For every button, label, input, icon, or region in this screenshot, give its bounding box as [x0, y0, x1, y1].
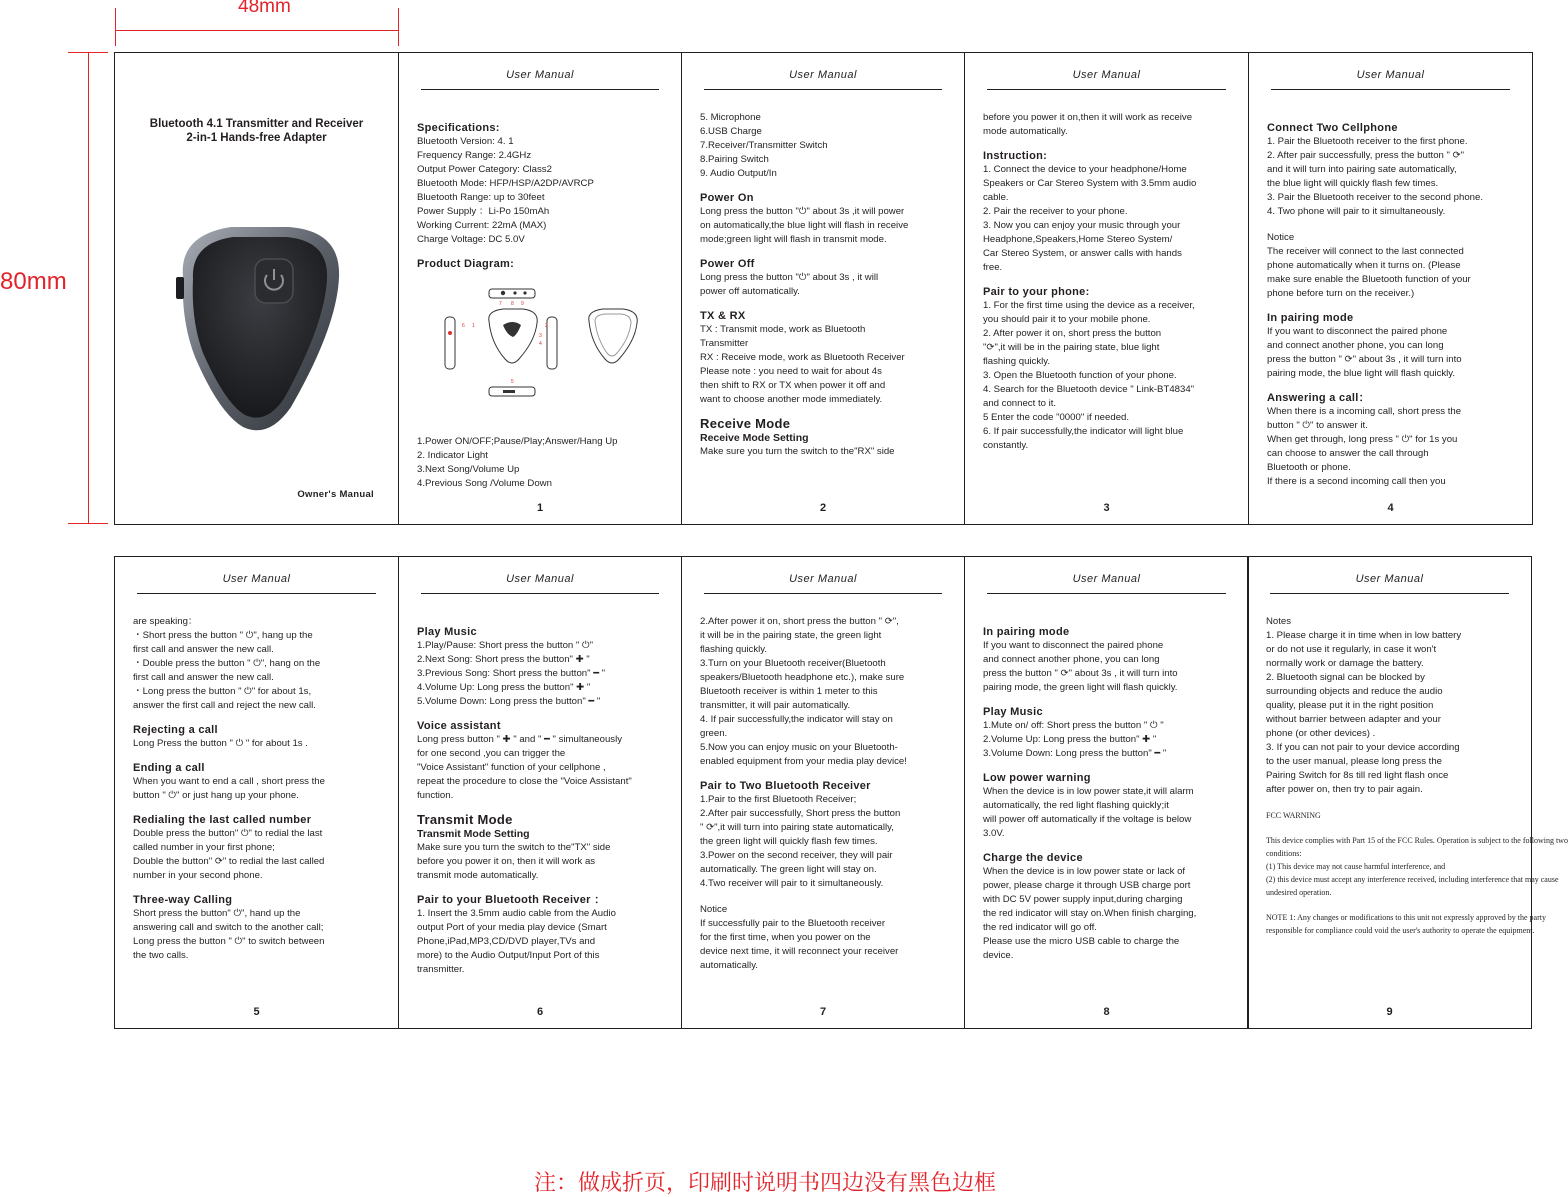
fcc-text-line: This device complies with Part 15 of the FCC Rules. Operation is subject to the following two — [1266, 836, 1568, 845]
section-heading: Charge the device — [983, 852, 1083, 864]
text-line: button " ⏻" or just hang up your phone. — [133, 790, 299, 801]
text-line: When get through, long press " ⏻" for 1s you — [1267, 434, 1458, 445]
svg-text:1: 1 — [472, 323, 475, 329]
text-line: and connect another phone, you can long — [983, 654, 1160, 665]
fcc-text-line: undesired operation. — [1266, 888, 1332, 897]
text-line: press the button " ⟳" about 3s , it will turn into — [1267, 354, 1462, 365]
page-body — [700, 615, 956, 973]
text-line: If there is a second incoming call then you — [1267, 476, 1446, 487]
text-line: Output Power Category: Class2 — [417, 164, 552, 175]
text-line: phone automatically when it turns on. (Please — [1267, 260, 1461, 271]
text-line: power off automatically. — [700, 286, 800, 297]
fcc-text-line: FCC WARNING — [1266, 811, 1321, 820]
text-line: ・Short press the button " ⏻", hang up the — [133, 630, 313, 641]
page-number: 9 — [1386, 1006, 1393, 1018]
text-line: pairing mode, the blue light will flash quickly. — [1267, 368, 1456, 379]
section-heading: Instruction: — [983, 150, 1048, 162]
manual-page-6 — [398, 556, 682, 1029]
text-line: Bluetooth or phone. — [1267, 462, 1351, 473]
text-line: 6.USB Charge — [700, 126, 762, 137]
text-line: Pairing Switch for 8s till red light flash once — [1266, 770, 1449, 781]
text-line: If you want to disconnect the paired phone — [983, 640, 1164, 651]
page-header: User Manual — [987, 573, 1226, 594]
text-line: number in your second phone. — [133, 870, 263, 881]
text-line: "⟳",it will be in the pairing state, blue light — [983, 342, 1160, 353]
page-header: User Manual — [987, 69, 1226, 90]
text-line: enabled equipment from your media play device! — [700, 756, 907, 767]
text-line: 1. Pair the Bluetooth receiver to the first phone. — [1267, 136, 1468, 147]
text-line: the two calls. — [133, 950, 189, 961]
text-line: 4.Volume Up: Long press the button" ✚ " — [417, 682, 591, 693]
manual-page-1 — [398, 52, 682, 525]
text-line: Power Supply ：Li-Po 150mAh — [417, 206, 550, 217]
height-dimension-tick-top — [68, 52, 108, 53]
text-line: 1. For the first time using the device as a receiver, — [983, 300, 1195, 311]
page-body — [983, 615, 1240, 963]
text-line: before you power it on,then it will work as receive — [983, 112, 1193, 123]
text-line: can choose to answer the call through — [1267, 448, 1429, 459]
text-line: Bluetooth Version: 4. 1 — [417, 136, 514, 147]
text-line: 4.Previous Song /Volume Down — [417, 478, 552, 489]
page-header: User Manual — [421, 69, 659, 90]
text-line: phone (or other devices) . — [1266, 728, 1376, 739]
spacer — [1266, 899, 1523, 911]
text-line: 4. Two phone will pair to it simultaneously. — [1267, 206, 1446, 217]
text-line: 5. Microphone — [700, 112, 761, 123]
text-line: Long press the button "⏻" about 3s , it will — [700, 272, 879, 283]
text-line: Bluetooth receiver is within 1 meter to this — [700, 686, 878, 697]
text-line: 3. Now you can enjoy your music through your — [983, 220, 1181, 231]
text-line: transmitter, it will pair automatically. — [700, 700, 851, 711]
text-line: When the device is in low power state,it will alarm — [983, 786, 1194, 797]
text-line: Double the button" ⟳" to redial the last called — [133, 856, 325, 867]
sub-heading: Receive Mode Setting — [700, 432, 809, 444]
spacer — [1266, 797, 1523, 809]
text-line: Long press button " ✚ " and " ━ " simultaneously — [417, 734, 623, 745]
text-line: Please note : you need to wait for about 4s — [700, 366, 882, 377]
text-line: normally work or damage the battery. — [1266, 658, 1424, 669]
text-line: 1.Pair to the first Bluetooth Receiver; — [700, 794, 857, 805]
text-line: 6. If pair successfully,the indicator will light blue — [983, 426, 1184, 437]
text-line: 2.After power it on, short press the button " ⟳", — [700, 616, 899, 627]
section-heading: Power On — [700, 192, 754, 204]
text-line: 2. Pair the receiver to your phone. — [983, 206, 1128, 217]
text-line: 2. Indicator Light — [417, 450, 488, 461]
page-body — [983, 111, 1240, 453]
text-line: The receiver will connect to the last connected — [1267, 246, 1464, 257]
text-line: TX : Transmit mode, work as Bluetooth — [700, 324, 866, 335]
text-line: flashing quickly. — [983, 356, 1051, 367]
page-number: 3 — [1103, 502, 1110, 514]
text-line: answering call and switch to the another call; — [133, 922, 324, 933]
page-header: User Manual — [1270, 573, 1509, 594]
text-line: RX : Receive mode, work as Bluetooth Receiver — [700, 352, 905, 363]
text-line: " ⟳",it will turn into pairing state automatically, — [700, 822, 894, 833]
page-number: 5 — [253, 1006, 260, 1018]
text-line: Double press the button" ⏻" to redial the last — [133, 828, 323, 839]
text-line: for one second ,you can trigger the — [417, 748, 566, 759]
text-line: 4. If pair successfully,the indicator will stay on — [700, 714, 893, 725]
text-line: 1. Please charge it in time when in low battery — [1266, 630, 1462, 641]
text-line: press the button " ⟳" about 3s , it will turn into — [983, 668, 1178, 679]
section-heading: Play Music — [983, 706, 1043, 718]
text-line: Please use the micro USB cable to charge the — [983, 936, 1180, 947]
text-line: Headphone,Speakers,Home Stereo System/ — [983, 234, 1173, 245]
text-line: output Port of your media play device (Smart — [417, 922, 607, 933]
page-body — [417, 111, 673, 491]
text-line: for the first time, when you power on the — [700, 932, 871, 943]
text-line: transmit mode automatically. — [417, 870, 539, 881]
text-line: speakers/Bluetooth headphone etc.), make sure — [700, 672, 905, 683]
text-line: 2. After pair successfully, press the button " ⟳" — [1267, 150, 1465, 161]
text-line: 1. Insert the 3.5mm audio cable from the Audio — [417, 908, 616, 919]
text-line: surrounding objects and reduce the audio — [1266, 686, 1443, 697]
spacer — [700, 891, 956, 903]
text-line: 8.Pairing Switch — [700, 154, 769, 165]
text-line: 4.Two receiver will pair to it simultaneously. — [700, 878, 884, 889]
manual-page-9 — [1247, 556, 1568, 1029]
text-line: 7.Receiver/Transmitter Switch — [700, 140, 828, 151]
page-body — [1267, 111, 1524, 489]
mode-heading: Receive Mode — [700, 416, 791, 431]
section-heading: TX & RX — [700, 310, 746, 322]
fcc-text-line: (1) This device may not cause harmful interference, and — [1266, 862, 1446, 871]
text-line: then shift to RX or TX when power it off and — [700, 380, 886, 391]
text-line: 1.Mute on/ off: Short press the button " ⏻ " — [983, 720, 1164, 731]
cover-title-line1: Bluetooth 4.1 Transmitter and Receiver — [149, 118, 364, 130]
text-line: the green light will quickly flash few times. — [700, 836, 878, 847]
text-line: Working Current: 22mA (MAX) — [417, 220, 547, 231]
text-line: button " ⏻" to answer it. — [1267, 420, 1368, 431]
text-line: the red indicator will stay on.When finish charging, — [983, 908, 1197, 919]
text-line: device. — [983, 950, 1014, 961]
text-line: Long press the button " ⏻" to switch between — [133, 936, 325, 947]
section-heading: Play Music — [417, 626, 477, 638]
text-line: want to choose another mode immediately. — [700, 394, 883, 405]
text-line: 3.Turn on your Bluetooth receiver(Bluetooth — [700, 658, 886, 669]
text-line: 3. Pair the Bluetooth receiver to the second phone. — [1267, 192, 1483, 203]
page-header: User Manual — [704, 573, 942, 594]
width-dimension-tick-left — [115, 8, 116, 46]
section-heading: Ending a call — [133, 762, 205, 774]
text-line: with DC 5V power supply input,during charging — [983, 894, 1183, 905]
text-line: Phone,iPad,MP3,CD/DVD player,TVs and — [417, 936, 596, 947]
text-line: 1.Play/Pause: Short press the button " ⏻" — [417, 640, 593, 651]
manual-page-2 — [681, 52, 965, 525]
svg-text:9: 9 — [521, 301, 524, 307]
page-header: User Manual — [137, 573, 376, 594]
text-line: automatically. — [700, 960, 758, 971]
text-line: 3.Volume Down: Long press the button" ━ " — [983, 748, 1167, 759]
text-line: When you want to end a call , short press the — [133, 776, 325, 787]
text-line: Make sure you turn the switch to the"TX" side — [417, 842, 611, 853]
text-line: function. — [417, 790, 454, 801]
manual-page-3 — [964, 52, 1249, 525]
mode-heading: Transmit Mode — [417, 812, 513, 827]
text-line: Transmitter — [700, 338, 749, 349]
text-line: 3.Previous Song: Short press the button" ━ " — [417, 668, 606, 679]
page-number: 6 — [536, 1006, 544, 1018]
section-heading: Redialing the last called number — [133, 814, 312, 826]
section-heading: Three-way Calling — [133, 894, 233, 906]
text-line: flashing quickly. — [700, 644, 768, 655]
svg-text:3: 3 — [539, 333, 542, 339]
text-line: If successfully pair to the Bluetooth receiver — [700, 918, 886, 929]
cover-footer: Owner's Manual — [297, 489, 374, 500]
width-dimension-label: 48mm — [238, 0, 291, 17]
text-line: or do not use it regularly, in case it won't — [1266, 644, 1437, 655]
page-number: 7 — [819, 1006, 827, 1018]
height-dimension-label: 80mm — [0, 268, 67, 295]
text-line: before you power it on, then it will work as — [417, 856, 596, 867]
section-heading: In pairing mode — [1267, 312, 1354, 324]
text-line: answer the first call and reject the new call. — [133, 700, 316, 711]
text-line: you should pair it to your mobile phone. — [983, 314, 1151, 325]
text-line: mode;green light will flash in transmit mode. — [700, 234, 887, 245]
page-body — [133, 615, 390, 963]
height-dimension-line — [88, 52, 89, 524]
text-line: 1.Power ON/OFF;Pause/Play;Answer/Hang Up — [417, 436, 618, 447]
product-photo — [171, 217, 351, 447]
text-line: 2. After power it on, short press the button — [983, 328, 1162, 339]
text-line: Car Stereo System, or answer calls with hands — [983, 248, 1182, 259]
section-heading: Answering a call： — [1267, 392, 1370, 404]
text-line: 2.After pair successfully, Short press the button — [700, 808, 901, 819]
manual-page-7 — [681, 556, 965, 1029]
text-line: power, please charge it through USB charge port — [983, 880, 1191, 891]
text-line: on automatically,the blue light will flash in receive — [700, 220, 909, 231]
page-body — [700, 111, 956, 459]
text-line: and connect another phone, you can long — [1267, 340, 1444, 351]
svg-text:6: 6 — [462, 323, 465, 329]
text-line: called number in your first phone; — [133, 842, 275, 853]
height-dimension-tick-bottom — [68, 523, 108, 524]
section-heading: Connect Two Cellphone — [1267, 122, 1398, 134]
text-line: green. — [700, 728, 728, 739]
text-line: "Voice Assistant" function of your cellphone , — [417, 762, 606, 773]
section-heading: Specifications: — [417, 122, 500, 134]
printing-note: 注：做成折页，印刷时说明书四边没有黑色边框 — [534, 1170, 997, 1195]
page-header: User Manual — [704, 69, 942, 90]
text-line: automatically, the red light flashing quickly;it — [983, 800, 1169, 811]
text-line: Long press the button "⏻" about 3s ,it will power — [700, 206, 905, 217]
cover-panel — [114, 52, 399, 525]
text-line: 9. Audio Output/In — [700, 168, 777, 179]
text-line: after power on, then try to pair again. — [1266, 784, 1423, 795]
page-number: 4 — [1387, 502, 1394, 514]
text-line: first call and answer the new call. — [133, 644, 274, 655]
text-line: 5.Volume Down: Long press the button" ━ " — [417, 696, 601, 707]
text-line: ・Double press the button " ⏻", hang on the — [133, 658, 321, 669]
text-line: Notice — [700, 904, 728, 915]
text-line: Bluetooth Mode: HFP/HSP/A2DP/AVRCP — [417, 178, 594, 189]
manual-page-8 — [964, 556, 1249, 1029]
fcc-text-line: responsible for compliance could void the user's authority to operate the equipment. — [1266, 926, 1535, 935]
width-dimension-line — [115, 30, 398, 31]
page-body — [1266, 615, 1568, 937]
page-number: 1 — [536, 502, 544, 514]
svg-text:5: 5 — [511, 379, 514, 385]
text-line: Bluetooth Range: up to 30feet — [417, 192, 545, 203]
section-heading: Low power warning — [983, 772, 1091, 784]
text-line: When there is a incoming call, short press the — [1267, 406, 1462, 417]
text-line: 5.Now you can enjoy music on your Bluetooth- — [700, 742, 898, 753]
text-line: 3. If you can not pair to your device according — [1266, 742, 1460, 753]
text-line: will power off automatically if the voltage is below — [983, 814, 1192, 825]
section-heading: Product Diagram: — [417, 258, 515, 270]
text-line: 2.Next Song: Short press the button" ✚ " — [417, 654, 590, 665]
text-line: Short press the button" ⏻", hand up the — [133, 908, 301, 919]
text-line: and connect to it. — [983, 398, 1057, 409]
text-line: Charge Voltage: DC 5.0V — [417, 234, 525, 245]
svg-text:2: 2 — [545, 323, 548, 329]
text-line: it will be in the pairing state, the green light — [700, 630, 882, 641]
text-line: quality, please put it in the right position — [1266, 700, 1434, 711]
section-heading: Voice assistant — [417, 720, 501, 732]
text-line: 3.Next Song/Volume Up — [417, 464, 520, 475]
text-line: 3.0V. — [983, 828, 1005, 839]
manual-page-4 — [1248, 52, 1533, 525]
section-heading: Pair to your phone: — [983, 286, 1090, 298]
text-line: 4. Search for the Bluetooth device " Link-BT4834" — [983, 384, 1195, 395]
svg-text:8: 8 — [511, 301, 514, 307]
text-line: When the device is in low power state or lack of — [983, 866, 1186, 877]
page-header: User Manual — [1271, 69, 1510, 90]
width-dimension-tick-right — [398, 8, 399, 46]
svg-text:7: 7 — [499, 301, 502, 307]
section-heading: Rejecting a call — [133, 724, 218, 736]
fcc-text-line: (2) this device must accept any interference received, including interference that may cause — [1266, 875, 1559, 884]
cover-title-line2: 2-in-1 Hands-free Adapter — [186, 132, 327, 144]
text-line: transmitter. — [417, 964, 465, 975]
page-number: 2 — [819, 502, 827, 514]
fcc-text-line: NOTE 1: Any changes or modifications to this unit not expressly approved by the party — [1266, 913, 1546, 922]
text-line: without barrier between adapter and your — [1266, 714, 1441, 725]
product-diagram — [427, 277, 647, 427]
text-line: Notes — [1266, 616, 1292, 627]
text-line: to the user manual, please long press the — [1266, 756, 1442, 767]
text-line: Make sure you turn the switch to the"RX" side — [700, 446, 895, 457]
fcc-text-line: conditions: — [1266, 849, 1302, 858]
page-body — [417, 615, 673, 977]
section-heading: Pair to Two Bluetooth Receiver — [700, 780, 871, 792]
manual-page-5 — [114, 556, 399, 1029]
sub-heading: Transmit Mode Setting — [417, 828, 530, 840]
text-line: make sure enable the Bluetooth function of your — [1267, 274, 1471, 285]
text-line: first call and answer the new call. — [133, 672, 274, 683]
section-heading: In pairing mode — [983, 626, 1070, 638]
text-line: and it will turn into pairing sate automatically, — [1267, 164, 1457, 175]
text-line: the blue light will quickly flash few times. — [1267, 178, 1439, 189]
text-line: more) to the Audio Output/Input Port of this — [417, 950, 600, 961]
text-line: are speaking： — [133, 616, 198, 627]
text-line: 3.Power on the second receiver, they will pair — [700, 850, 893, 861]
svg-text:4: 4 — [539, 341, 542, 347]
text-line: Speakers or Car Stereo System with 3.5mm audio — [983, 178, 1197, 189]
text-line: ・Long press the button " ⏻" for about 1s, — [133, 686, 312, 697]
text-line: Frequency Range: 2.4GHz — [417, 150, 532, 161]
section-heading: Power Off — [700, 258, 755, 270]
section-heading: Pair to your Bluetooth Receiver ： — [417, 894, 606, 906]
text-line: 2.Volume Up: Long press the button" ✚ " — [983, 734, 1157, 745]
text-line: the red indicator will go off. — [983, 922, 1097, 933]
text-line: 5 Enter the code "0000" if needed. — [983, 412, 1130, 423]
text-line: 2. Bluetooth signal can be blocked by — [1266, 672, 1425, 683]
text-line: device next time, it will reconnect your receiver — [700, 946, 899, 957]
text-line: 1. Connect the device to your headphone/Home — [983, 164, 1187, 175]
text-line: phone before turn on the receiver.) — [1267, 288, 1415, 299]
spacer — [1266, 822, 1523, 834]
cover-title — [115, 117, 398, 145]
text-line: 3. Open the Bluetooth function of your phone. — [983, 370, 1177, 381]
page-number: 8 — [1103, 1006, 1110, 1018]
spacer — [1267, 219, 1524, 231]
text-line: automatically. The green light will stay on. — [700, 864, 877, 875]
text-line: mode automatically. — [983, 126, 1068, 137]
text-line: repeat the procedure to close the "Voice Assistant" — [417, 776, 632, 787]
text-line: free. — [983, 262, 1003, 273]
text-line: pairing mode, the green light will flash quickly. — [983, 682, 1178, 693]
text-line: Long Press the button " ⏻ " for about 1s . — [133, 738, 308, 749]
page-header: User Manual — [421, 573, 659, 594]
text-line: constantly. — [983, 440, 1029, 451]
text-line: Notice — [1267, 232, 1295, 243]
text-line: If you want to disconnect the paired phone — [1267, 326, 1448, 337]
text-line: cable. — [983, 192, 1009, 203]
